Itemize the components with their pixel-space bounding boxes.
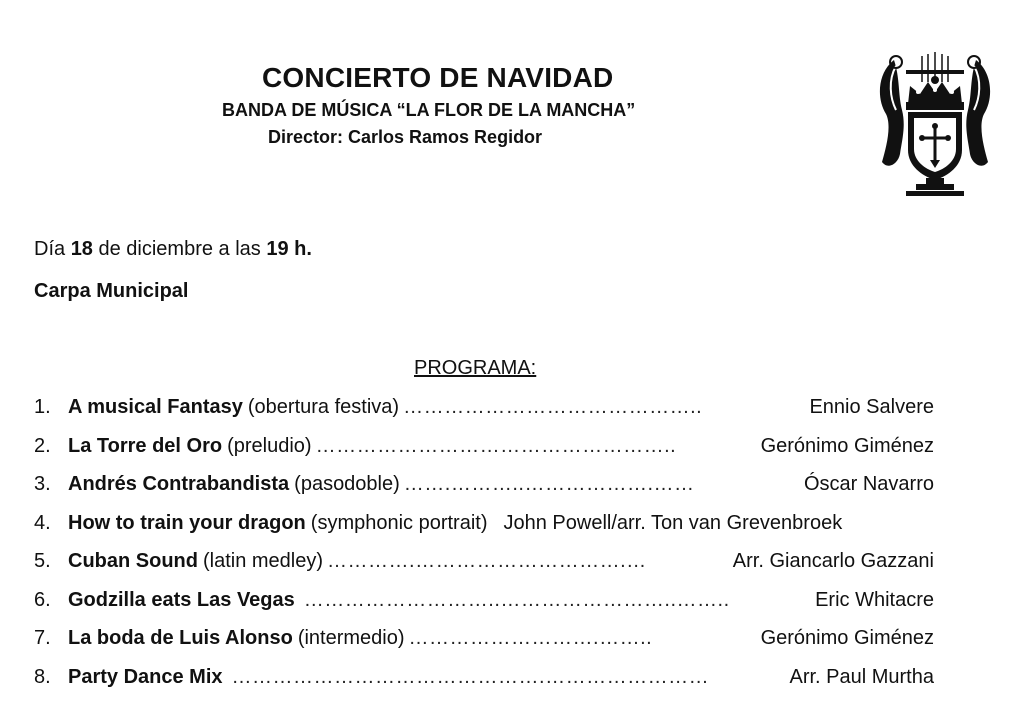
dot-leader: ……………………………………….…………………… <box>231 665 710 688</box>
piece-note: (obertura festiva) <box>247 396 400 418</box>
dot-leader: ………….………………………….… <box>327 550 647 572</box>
composer: Óscar Navarro <box>803 473 934 495</box>
piece-note: (pasodoble) <box>294 473 400 495</box>
piece-title: La Torre del Oro <box>68 434 223 457</box>
program-heading: PROGRAMA: <box>414 357 537 379</box>
piece-title: Andrés Contrabandista <box>68 473 290 495</box>
program-item <box>34 664 934 703</box>
item-number: 7. <box>34 627 51 649</box>
item-number: 6. <box>34 588 51 611</box>
event-date-line: Día 18 de diciembre a las 19 h. <box>34 238 312 260</box>
band-crest-logo <box>872 52 998 198</box>
event-hour: 19 h. <box>266 238 312 260</box>
item-number: 3. <box>34 473 51 495</box>
dot-leader <box>492 510 500 549</box>
dot-leader: …….………..……………….…… <box>403 473 695 495</box>
piece-title: La boda de Luis Alonso <box>68 627 293 649</box>
piece-note: (latin medley) <box>202 550 324 572</box>
piece-title: A musical Fantasy <box>68 396 243 418</box>
dot-leader: ……………………….…….. <box>408 627 653 649</box>
item-number: 2. <box>34 434 51 457</box>
item-number: 1. <box>34 396 51 418</box>
piece-note: (intermedio) <box>297 627 405 649</box>
program-item <box>34 510 934 549</box>
composer: Gerónimo Giménez <box>760 434 934 457</box>
composer: John Powell/arr. Ton van Grevenbroek <box>503 511 843 534</box>
program-item <box>34 471 934 510</box>
program-item <box>34 433 934 472</box>
concert-title: CONCIERTO DE NAVIDAD <box>262 62 614 93</box>
piece-title: Cuban Sound <box>68 550 198 572</box>
band-name: BANDA DE MÚSICA “LA FLOR DE LA MANCHA” <box>222 100 636 120</box>
piece-title: Party Dance Mix <box>68 665 223 688</box>
event-venue: Carpa Municipal <box>34 280 189 302</box>
piece-note: (preludio) <box>227 434 312 457</box>
item-number: 5. <box>34 550 51 572</box>
composer: Ennio Salvere <box>809 396 934 418</box>
dot-leader: …………………………………….. <box>403 396 703 418</box>
composer: Arr. Paul Murtha <box>789 665 934 688</box>
event-day: 18 <box>70 238 93 260</box>
program-item <box>34 548 934 587</box>
item-number: 8. <box>34 665 51 688</box>
dot-leader: ………………………..……………………..…….. <box>303 588 730 611</box>
director-line: Director: Carlos Ramos Regidor <box>268 127 543 147</box>
piece-title: How to train your dragon <box>68 511 306 534</box>
composer: Gerónimo Giménez <box>760 627 934 649</box>
composer: Eric Whitacre <box>815 588 934 611</box>
dot-leader: …………………………………………….. <box>315 434 677 457</box>
composer: Arr. Giancarlo Gazzani <box>732 550 934 572</box>
program-item <box>34 587 934 626</box>
piece-note: (symphonic portrait) <box>310 511 488 534</box>
item-number: 4. <box>34 511 51 534</box>
program-item <box>34 625 934 664</box>
piece-title: Godzilla eats Las Vegas <box>68 588 295 611</box>
program-list <box>34 394 934 702</box>
program-item <box>34 394 934 433</box>
